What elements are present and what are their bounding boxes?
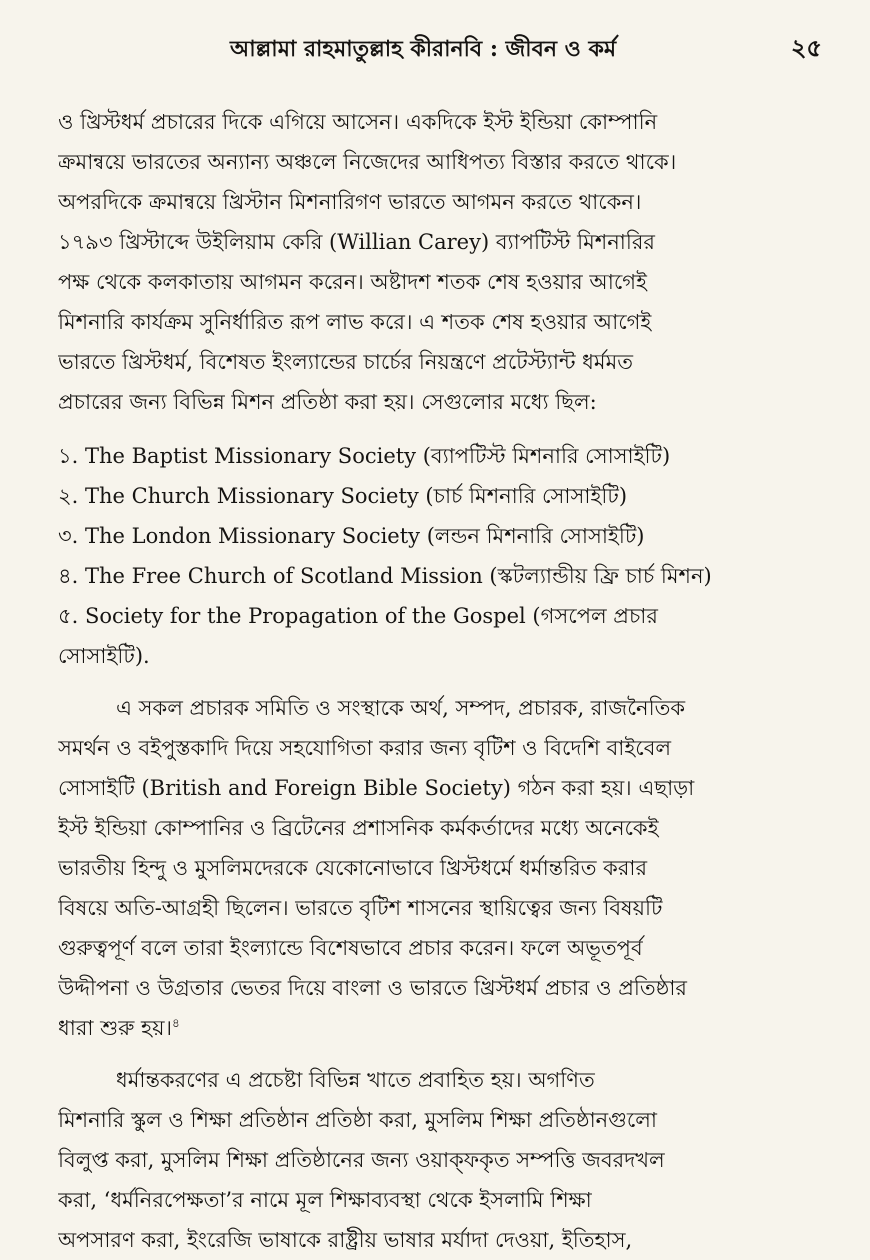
text-line: গুরুত্বপূর্ণ বলে তারা ইংল্যান্ডে বিশেষভাবে প্রচার করেন। ফলে অভূতপূর্ব <box>58 936 643 960</box>
paragraph-1 <box>58 102 823 422</box>
text-line: বিষয়ে অতি-আগ্রহী ছিলেন। ভারতে বৃটিশ শাসনের স্থায়িত্বের জন্য বিষয়টি <box>58 896 663 920</box>
list-item: ১. The Baptist Missionary Society (ব্যাপটিস্ট মিশনারি সোসাইটি) <box>58 444 671 468</box>
text-line: ভারতীয় হিন্দু ও মুসলিমদেরকে যেকোনোভাবে খ্রিস্টধর্মে ধর্মান্তরিত করার <box>58 856 648 880</box>
text-line: ভারতে খ্রিস্টধর্ম, বিশেষত ইংল্যান্ডের চার্চের নিয়ন্ত্রণে প্রটেস্ট্যান্ট ধর্মমত <box>58 350 633 374</box>
text-line: ক্রমান্বয়ে ভারতের অন্যান্য অঞ্চলে নিজেদের আধিপত্য বিস্তার করতে থাকে। <box>58 150 677 174</box>
text-line: উদ্দীপনা ও উগ্রতার ভেতর দিয়ে বাংলা ও ভারতে খ্রিস্টধর্ম প্রচার ও প্রতিষ্ঠার <box>58 976 687 1000</box>
text-line: মিশনারি কার্যক্রম সুনির্ধারিত রূপ লাভ করে। এ শতক শেষ হওয়ার আগেই <box>58 310 652 334</box>
list-item: ২. The Church Missionary Society (চার্চ মিশনারি সোসাইটি) <box>58 484 628 508</box>
list-item: সোসাইটি). <box>58 644 150 668</box>
text-line: অপসারণ করা, ইংরেজি ভাষাকে রাষ্ট্রীয় ভাষার মর্যাদা দেওয়া, ইতিহাস, <box>58 1228 633 1252</box>
text-line: ইস্ট ইন্ডিয়া কোম্পানির ও ব্রিটেনের প্রশাসনিক কর্মকর্তাদের মধ্যে অনেকেই <box>58 816 659 840</box>
text-line: ধারা শুরু হয়। <box>58 1016 172 1040</box>
text-line: অপরদিকে ক্রমান্বয়ে খ্রিস্টান মিশনারিগণ ভারতে আগমন করতে থাকেন। <box>58 190 642 214</box>
text-line: বিলুপ্ত করা, মুসলিম শিক্ষা প্রতিষ্ঠানের জন্য ওয়াক্‌ফকৃত সম্পত্তি জবরদখল <box>58 1148 665 1172</box>
text-line: মিশনারি স্কুল ও শিক্ষা প্রতিষ্ঠান প্রতিষ্ঠা করা, মুসলিম শিক্ষা প্রতিষ্ঠানগুলো <box>58 1108 658 1132</box>
text-line: সোসাইটি (British and Foreign Bible Society) গঠন করা হয়। এছাড়া <box>58 776 695 800</box>
text-line: ধর্মান্তকরণের এ প্রচেষ্টা বিভিন্ন খাতে প্রবাহিত হয়। অগণিত <box>116 1068 595 1092</box>
paragraph-2 <box>58 688 823 1048</box>
running-title: আল্লামা রাহমাতুল্লাহ কীরানবি : জীবন ও কর্ম <box>230 35 617 62</box>
footnote-marker[interactable]: ৪ <box>171 1016 180 1030</box>
text-line: এ সকল প্রচারক সমিতি ও সংস্থাকে অর্থ, সম্পদ, প্রচারক, রাজনৈতিক <box>116 696 686 720</box>
text-line: ১৭৯৩ খ্রিস্টাব্দে উইলিয়াম কেরি (Willian Carey) ব্যাপটিস্ট মিশনারির <box>58 230 655 254</box>
text-line: প্রচারের জন্য বিভিন্ন মিশন প্রতিষ্ঠা করা হয়। সেগুলোর মধ্যে ছিল: <box>58 390 597 414</box>
list-item: ৪. The Free Church of Scotland Mission (স্কটল্যান্ডীয় ফ্রি চার্চ মিশন) <box>58 564 712 588</box>
text-line: সমর্থন ও বইপুস্তকাদি দিয়ে সহযোগিতা করার জন্য বৃটিশ ও বিদেশি বাইবেল <box>58 736 672 760</box>
list-item: ৫. Society for the Propagation of the Gospel (গসপেল প্রচার <box>58 604 658 628</box>
text-line: পক্ষ থেকে কলকাতায় আগমন করেন। অষ্টাদশ শতক শেষ হওয়ার আগেই <box>58 270 647 294</box>
running-head <box>230 30 822 70</box>
page-number: ২৫ <box>790 33 822 62</box>
paragraph-3 <box>58 1060 823 1260</box>
list-item: ৩. The London Missionary Society (লন্ডন মিশনারি সোসাইটি) <box>58 524 645 548</box>
mission-list <box>58 436 823 676</box>
body-text <box>58 102 823 1260</box>
text-line: ও খ্রিস্টধর্ম প্রচারের দিকে এগিয়ে আসেন। একদিকে ইস্ট ইন্ডিয়া কোম্পানি <box>58 110 658 134</box>
text-line: করা, ‘ধর্মনিরপেক্ষতা’র নামে মূল শিক্ষাব্যবস্থা থেকে ইসলামি শিক্ষা <box>58 1188 592 1212</box>
text-line-last <box>58 1008 823 1048</box>
